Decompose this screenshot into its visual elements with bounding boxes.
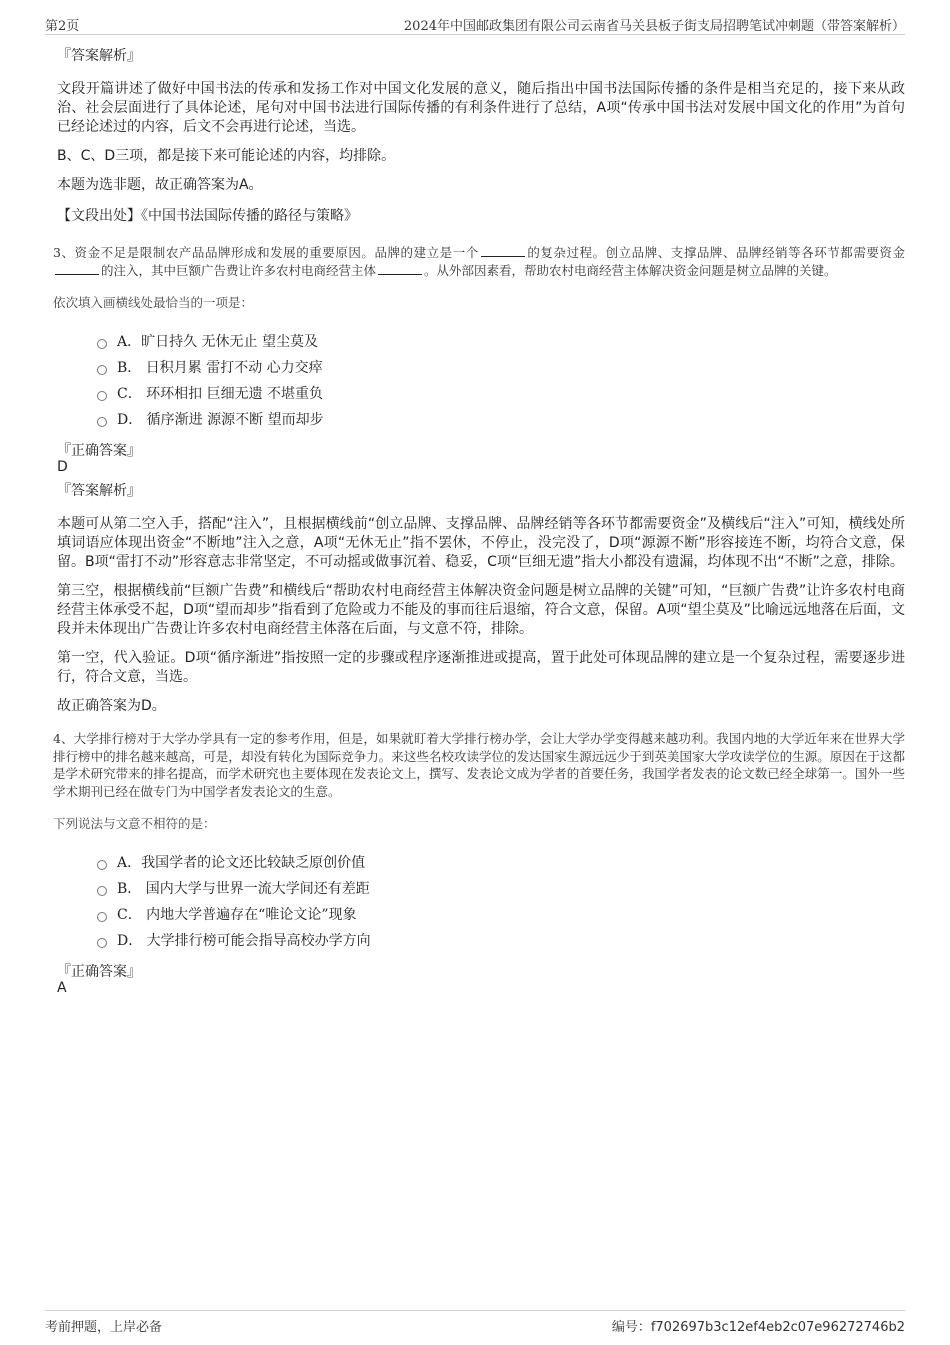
option-c[interactable]: C． 内地大学普遍存在“唯论文论”现象 — [97, 902, 905, 928]
section-q2-analysis — [57, 46, 905, 226]
option-a[interactable]: A．旷日持久 无休无止 望尘莫及 — [97, 329, 905, 355]
analysis-paragraph: 本题为选非题，故正确答案为A。 — [57, 177, 263, 193]
analysis-label: 『答案解析』 — [57, 48, 141, 64]
page-number: 第2页 — [45, 19, 80, 34]
question-prompt: 下列说法与文意不相符的是： — [53, 816, 216, 831]
option-d[interactable]: D． 大学排行榜可能会指导高校办学方向 — [97, 928, 905, 954]
fill-blank — [481, 244, 525, 257]
radio-icon[interactable] — [97, 391, 107, 401]
question-prompt: 依次填入画横线处最恰当的一项是： — [53, 295, 254, 310]
analysis-paragraph: 第三空，根据横线前“巨额广告费”和横线后“帮助农村电商经营主体解决资金问题是树立品牌的关键”可知，“巨额广告费”让许多农村电商经营主体承受不起，D项“望而却步”指看到了危险或力不能及的事而往后退缩，符合文意，保留。A项“望尘莫及”比喻远远地落在后面，文段并未体现出广告费让许多农村电商经营主体落在后面，与文意不符，排除。 — [57, 583, 905, 637]
page-content — [53, 46, 905, 1002]
fill-blank — [378, 262, 422, 275]
analysis-paragraph: 本题可从第二空入手，搭配“注入”，且根据横线前“创立品牌、支撑品牌、品牌经销等各环节都需要资金”及横线后“注入”可知，横线处所填词语应体现出资金“不断地”注入之意，A项“无休无止”指不罢休，不停止，没完没了，D项“源源不断”形容接连不断，均符合文意，保留。B项“雷打不动”形容意志非常坚定，不可动摇或做事沉着、稳妥，C项“巨细无遗”指大小都没有遗漏，均体现不出“不断”之意，排除。 — [57, 516, 905, 570]
option-a[interactable]: A．我国学者的论文还比较缺乏原创价值 — [97, 850, 905, 876]
page-footer — [45, 1310, 905, 1335]
radio-icon[interactable] — [97, 886, 107, 896]
analysis-paragraph: 第一空，代入验证。D项“循序渐进”指按照一定的步骤或程序逐渐推进或提高，置于此处可体现品牌的建立是一个复杂过程，需要逐步进行，符合文意，当选。 — [57, 650, 905, 685]
analysis-paragraph: 文段开篇讲述了做好中国书法的传承和发扬工作对中国文化发展的意义，随后指出中国书法国际传播的条件是相当充足的，接下来从政治、社会层面进行了具体论述，尾句对中国书法进行国际传播的有利条件进行了总结，A项“传承中国书法对发展中国文化的作用”为首句已经论述过的内容，后文不会再进行论述，当选。 — [57, 81, 905, 135]
option-b[interactable]: B． 国内大学与世界一流大学间还有差距 — [97, 876, 905, 902]
radio-icon[interactable] — [97, 860, 107, 870]
footer-slogan: 考前押题，上岸必备 — [45, 1320, 163, 1335]
option-d[interactable]: D． 循序渐进 源源不断 望而却步 — [97, 407, 905, 433]
radio-icon[interactable] — [97, 365, 107, 375]
correct-answer-label: 『正确答案』 — [57, 964, 141, 980]
option-b[interactable]: B． 日积月累 雷打不动 心力交瘁 — [97, 355, 905, 381]
page-header — [45, 12, 905, 35]
option-c[interactable]: C． 环环相扣 巨细无遗 不堪重负 — [97, 381, 905, 407]
question-text: 4、大学排行榜对于大学办学具有一定的参考作用，但是，如果就盯着大学排行榜办学，会让大学办学变得越来越功利。我国内地的大学近年来在世界大学排行榜中的排名越来越高，可是，却没有转化为国际竞争力。来这些名校攻读学位的发达国家生源远远少于到英美国家大学攻读学位的生源。原因在于这都是学术研究带来的排名提高，而学术研究也主要体现在发表论文上，撰写、发表论文成为学者的首要任务，我国学者发表的论文数已经全球第一。国外一些学术期刊已经在做专门为中国学者发表论文的生意。 — [53, 731, 905, 799]
analysis-label: 『答案解析』 — [57, 483, 141, 499]
correct-answer: D — [57, 459, 68, 475]
correct-answer-label: 『正确答案』 — [57, 443, 141, 459]
document-code: 编号：f702697b3c12ef4eb2c07e96272746b2 — [611, 1320, 905, 1335]
analysis-paragraph: 故正确答案为D。 — [57, 698, 166, 714]
option-list — [97, 329, 905, 433]
question-4 — [53, 730, 905, 996]
correct-answer: A — [57, 980, 67, 996]
radio-icon[interactable] — [97, 339, 107, 349]
question-text: 3、资金不足是限制农产品品牌形成和发展的重要原因。品牌的建立是一个 的复杂过程。创立品牌、支撑品牌、品牌经销等各环节都需要资金的注入，其中巨额广告费让许多农村电商经营主体 。从外部因素看，帮助农村电商经营主体解决资金问题是树立品牌的关键。 — [53, 245, 905, 278]
analysis-paragraph: B、C、D三项，都是接下来可能论述的内容，均排除。 — [57, 148, 396, 164]
radio-icon[interactable] — [97, 938, 107, 948]
radio-icon[interactable] — [97, 912, 107, 922]
option-list — [97, 850, 905, 954]
question-3 — [53, 244, 905, 716]
radio-icon[interactable] — [97, 417, 107, 427]
document-title: 2024年中国邮政集团有限公司云南省马关县板子街支局招聘笔试冲刺题（带答案解析） — [403, 19, 905, 34]
fill-blank — [55, 262, 99, 275]
source-citation: 【文段出处】《中国书法国际传播的路径与策略》 — [57, 208, 358, 224]
